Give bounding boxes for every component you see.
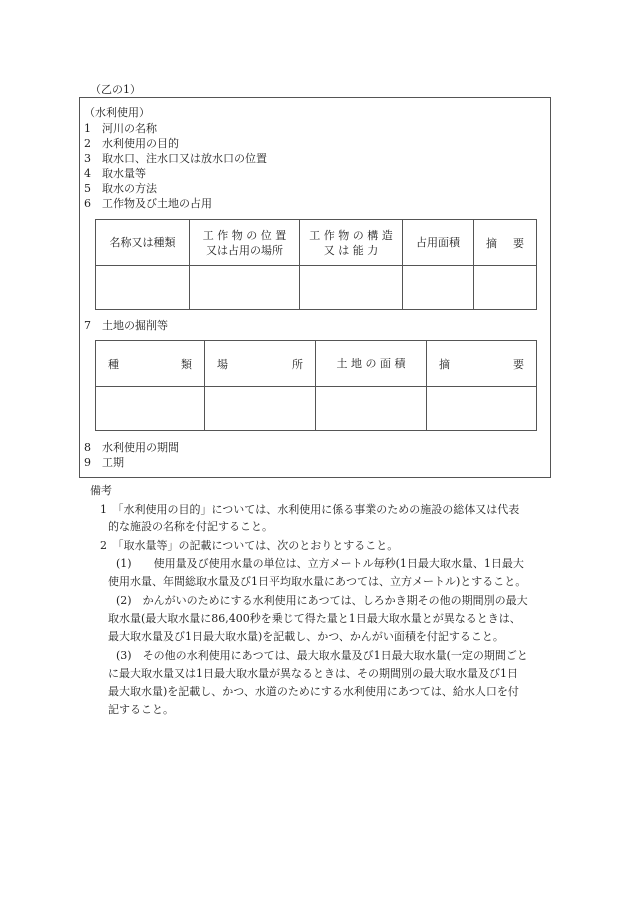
- cell-empty: [300, 266, 403, 310]
- header-summary: 摘 要: [474, 220, 537, 266]
- note-line: に最大取水量又は1日最大取水量が異なるときは、その期間別の最大取水量及び1日: [108, 667, 518, 680]
- note-line: 取水量(最大取水量に86,400秒を乗じて得た量と1日最大取水量とが異なるときは、: [108, 612, 521, 625]
- table-row: [96, 266, 537, 310]
- note-line: 使用水量、年間総取水量及び1日平均取水量にあつては、立方メートル)とすること。: [108, 575, 527, 588]
- table-row: [96, 341, 537, 387]
- header-structure: 工 作 物 の 構 造 又 は 能 力: [300, 220, 403, 266]
- note-line: 的な施設の名称を付記すること。: [108, 520, 273, 533]
- header-area: 占用面積: [403, 220, 474, 266]
- cell-empty: [316, 387, 427, 431]
- cell-empty: [403, 266, 474, 310]
- note-line: 1 「水利使用の目的」については、水利使用に係る事業のための施設の総体又は代表: [100, 503, 520, 516]
- item-7: 7 土地の掘削等: [84, 319, 168, 332]
- cell-empty: [190, 266, 300, 310]
- cell-empty: [205, 387, 316, 431]
- notes-title: 備考: [90, 484, 112, 497]
- item-2: 2 水利使用の目的: [84, 137, 179, 150]
- header-location: 工 作 物 の 位 置 又は占用の場所: [190, 220, 300, 266]
- note-line: (1) 使用量及び使用水量の単位は、立方メートル毎秒(1日最大取水量、1日最大: [116, 557, 524, 570]
- cell-empty: [474, 266, 537, 310]
- cell-empty: [96, 266, 190, 310]
- header-place: 場 所: [205, 341, 316, 387]
- item-1: 1 河川の名称: [84, 122, 157, 135]
- note-line: 最大取水量)を記載し、かつ、水道のためにする水利使用にあつては、給水人口を付: [108, 685, 519, 698]
- note-line: (2) かんがいのためにする水利使用にあつては、しろかき期その他の期間別の最大: [116, 594, 528, 607]
- item-6: 6 工作物及び土地の占用: [84, 197, 212, 210]
- form-label: （乙の1）: [90, 83, 141, 96]
- note-line: 記すること。: [108, 703, 174, 716]
- item-8: 8 水利使用の期間: [84, 441, 179, 454]
- note-line: (3) その他の水利使用にあつては、最大取水量及び1日最大取水量(一定の期間ごと: [116, 649, 528, 662]
- section-title: （水利使用）: [84, 106, 150, 119]
- excavation-table: [95, 340, 537, 431]
- table-row: [96, 387, 537, 431]
- item-3: 3 取水口、注水口又は放水口の位置: [84, 152, 267, 165]
- header-type: 種 類: [96, 341, 205, 387]
- note-line: 2 「取水量等」の記載については、次のとおりとすること。: [100, 539, 399, 552]
- item-9: 9 工期: [84, 456, 124, 469]
- item-4: 4 取水量等: [84, 167, 146, 180]
- header-name-type: 名称又は種類: [96, 220, 190, 266]
- table-row: [96, 220, 537, 266]
- item-5: 5 取水の方法: [84, 182, 157, 195]
- cell-empty: [96, 387, 205, 431]
- header-land-area: 土 地 の 面 積: [316, 341, 427, 387]
- note-line: 最大取水量及び1日最大取水量)を記載し、かつ、かんがい面積を付記すること。: [108, 630, 504, 643]
- occupancy-table: [95, 219, 537, 310]
- header-summary: 摘 要: [427, 341, 537, 387]
- cell-empty: [427, 387, 537, 431]
